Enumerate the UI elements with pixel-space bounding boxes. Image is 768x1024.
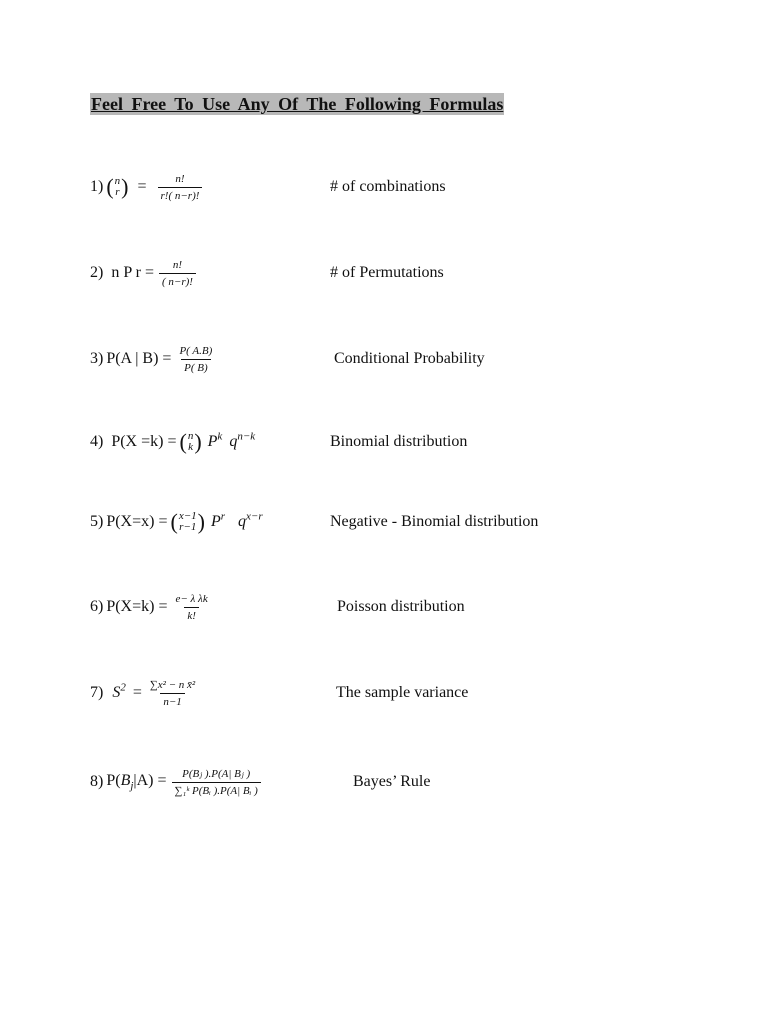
formula-description: # of combinations xyxy=(330,178,446,195)
formula-lhs xyxy=(106,772,166,792)
formula-description: Binomial distribution xyxy=(330,433,468,450)
formula-number: 3) xyxy=(90,350,104,367)
numerator: P(Bⱼ ).P(A| Bⱼ ) xyxy=(182,767,251,780)
lhs-sub-j: j xyxy=(130,780,134,793)
s-base: S xyxy=(112,684,121,701)
equals-sign: = xyxy=(132,684,142,701)
fraction xyxy=(147,678,198,709)
formula-expression xyxy=(90,334,215,384)
formula-combinations xyxy=(90,162,730,212)
base-p: P xyxy=(207,433,218,450)
lhs-open: P( xyxy=(106,771,121,789)
lhs-close: |A) = xyxy=(133,771,167,789)
formula-bayes-rule xyxy=(90,757,730,807)
base-q: q xyxy=(229,433,238,450)
exponent-r: r xyxy=(220,510,226,523)
formula-expression xyxy=(90,497,263,547)
binom-top: n xyxy=(187,430,194,442)
formula-expression xyxy=(90,582,211,632)
formula-lhs: P(X=x) = xyxy=(106,513,168,530)
numerator: n! xyxy=(175,172,185,185)
numerator: n! xyxy=(172,258,183,271)
formula-lhs: P(A | B) = xyxy=(106,350,172,367)
formula-lhs: P(X =k) = xyxy=(111,433,177,450)
equals-sign: = xyxy=(137,178,147,195)
binom-top: n xyxy=(114,175,121,187)
fraction xyxy=(159,258,196,289)
denominator: n−1 xyxy=(160,693,184,709)
formula-expression xyxy=(90,668,198,718)
formula-description: Poisson distribution xyxy=(337,598,465,615)
formula-binomial xyxy=(90,417,730,467)
base-q: q xyxy=(238,513,247,530)
denominator: ( n−r)! xyxy=(159,273,196,289)
binomial-coefficient: ( n k ) xyxy=(179,429,202,454)
binom-bottom: r−1 xyxy=(179,521,197,533)
fraction xyxy=(172,592,210,623)
numerator: ∑x² − n x̄² xyxy=(149,678,196,691)
fraction xyxy=(172,767,261,798)
formula-number: 6) xyxy=(90,598,104,615)
denominator: P( B) xyxy=(181,359,211,375)
formula-description: # of Permutations xyxy=(330,264,444,281)
fraction xyxy=(176,344,215,375)
formula-lhs: n P r = xyxy=(111,264,154,281)
formula-expression xyxy=(90,162,202,212)
fraction xyxy=(158,172,203,203)
formula-lhs: P(X=k) = xyxy=(106,598,168,615)
denominator: k! xyxy=(184,607,199,623)
denominator: ∑₁ᵏ P(Bᵢ ).P(A| Bᵢ ) xyxy=(172,782,261,798)
formula-number: 2) xyxy=(90,264,104,281)
formula-number: 1) xyxy=(90,178,104,195)
term-q xyxy=(229,430,256,451)
formula-description: Negative - Binomial distribution xyxy=(330,513,539,530)
exponent-n-k: n−k xyxy=(237,430,256,443)
formula-negative-binomial xyxy=(90,497,730,547)
formula-permutations xyxy=(90,248,730,298)
formula-description: Conditional Probability xyxy=(334,350,485,367)
term-p xyxy=(207,430,223,451)
formula-number: 7) xyxy=(90,684,104,701)
formula-description: The sample variance xyxy=(336,684,469,701)
formula-number: 8) xyxy=(90,773,104,790)
formula-expression xyxy=(90,248,196,298)
binom-top: x−1 xyxy=(178,510,197,522)
page-title: Feel Free To Use Any Of The Following Formulas xyxy=(91,94,504,114)
formula-sample-variance xyxy=(90,668,730,718)
base-p: P xyxy=(210,513,221,530)
formula-expression xyxy=(90,757,261,807)
formula-expression xyxy=(90,417,255,467)
binom-bottom: k xyxy=(188,441,193,453)
binomial-coefficient: ( n r ) xyxy=(106,174,129,199)
binom-bottom: r xyxy=(115,186,120,198)
formula-conditional-probability xyxy=(90,334,730,384)
lhs-b: B xyxy=(120,771,131,789)
denominator: r!( n−r)! xyxy=(158,187,203,203)
formula-number: 5) xyxy=(90,513,104,530)
numerator: P( A.B) xyxy=(179,344,213,357)
term-q xyxy=(238,510,263,531)
binomial-coefficient: ( x−1 r−1 ) xyxy=(170,509,205,534)
numerator: e− λ λk xyxy=(175,592,208,605)
s-exponent: 2 xyxy=(120,681,126,694)
term-p xyxy=(210,510,226,531)
variance-symbol xyxy=(112,681,126,702)
formula-poisson xyxy=(90,582,730,632)
exponent-k: k xyxy=(217,430,223,443)
formula-number: 4) xyxy=(90,433,104,450)
exponent-x-r: x−r xyxy=(246,510,263,523)
formula-description: Bayes’ Rule xyxy=(353,773,431,790)
